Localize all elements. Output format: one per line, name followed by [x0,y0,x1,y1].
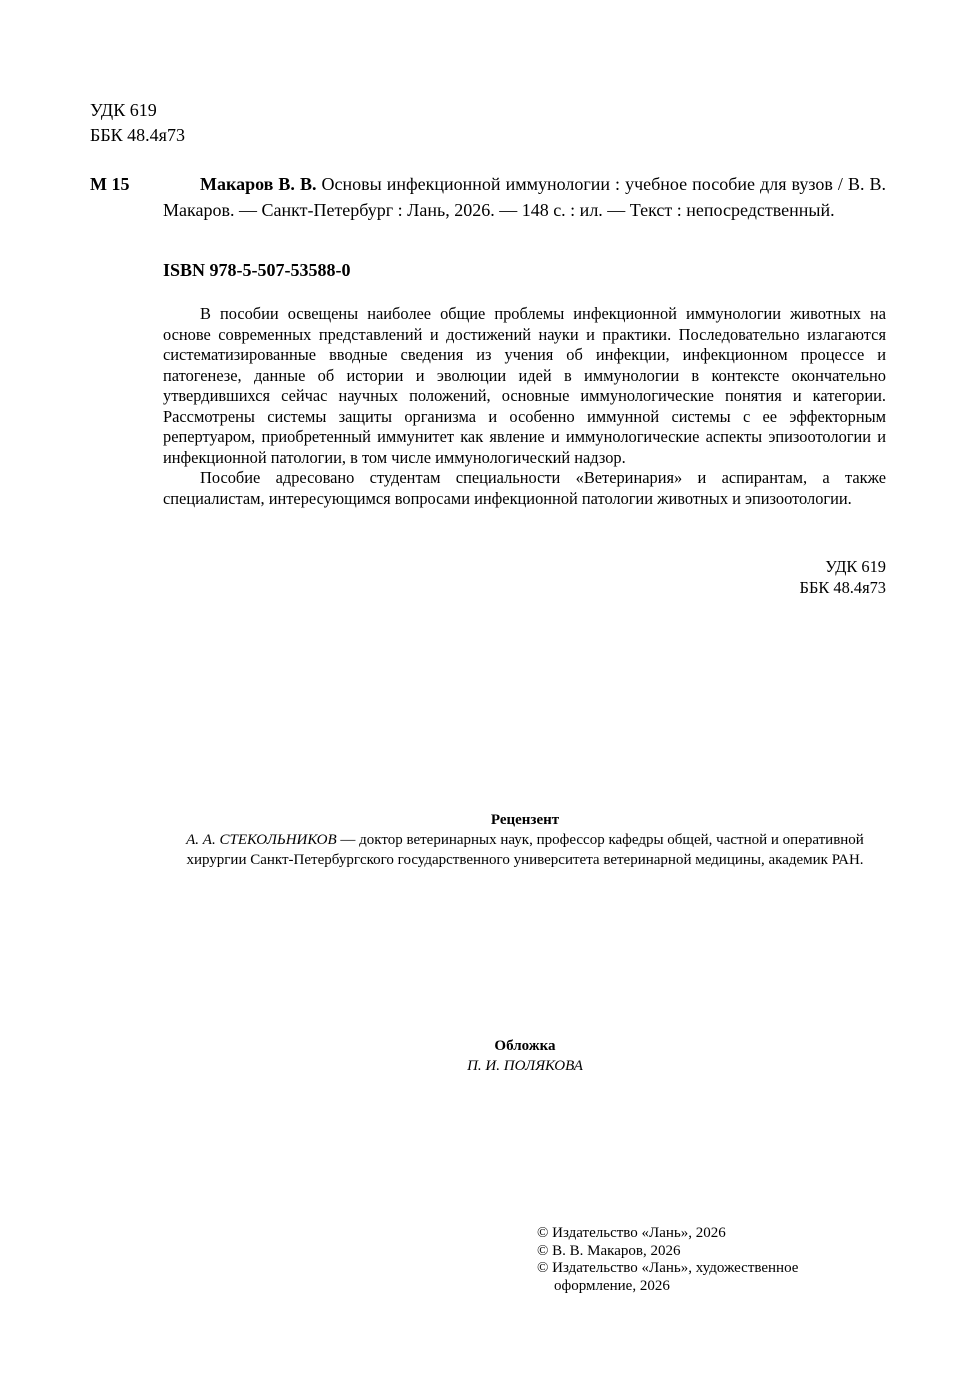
annotation-paragraph-2: Пособие адресовано студентам специальности «Ветеринария» и аспирантам, а также специалистам, интересующимся вопросами инфекционной патологии животных и эпизоотологии. [163,468,886,508]
author-code: М 15 [90,174,130,194]
bibliographic-record [163,171,886,223]
annotation-paragraph-1: В пособии освещены наиболее общие проблемы инфекционной иммунологии животных на основе современных представлений и достижений науки и практики. Последовательно излагаются систематизированные вводные сведения из учения об инфекции, инфекционном процессе и патогенезе, данные об истории и эволюции идей в иммунологии в контексте окончательно утвердившихся сейчас научных положений, основные иммунологические понятия и категории. Рассмотрены системы защиты организма и особенно иммунной системы с ее эффекторным репертуаром, приобретенный иммунитет как явление и иммунологические аспекты эпизоотологии и инфекционной патологии, в том числе иммунологический надзор. [163,304,886,467]
reviewer-block [180,810,870,870]
isbn: ISBN 978-5-507-53588-0 [163,260,351,280]
biblio-text: Основы инфекционной иммунологии : учебное пособие для вузов / В. В. Макаров. — Санкт-Петербург : Лань, 2026. — 148 с. : ил. — Текст : непосредственный. [163,174,886,220]
copyright-block [537,1225,798,1295]
udk-bottom: УДК 619 [825,557,886,576]
reviewer-description: — доктор ветеринарных наук, профессор кафедры общей, частной и оперативной хирургии Санкт-Петербургского государственного университета ветеринарной медицины, академик РАН. [186,832,864,868]
annotation [163,304,886,509]
reviewer-text-block [180,830,870,870]
cover-heading: Обложка [494,1038,556,1054]
bbk-bottom: ББК 48.4я73 [799,577,886,597]
copyright-line-1: © Издательство «Лань», 2026 [537,1225,726,1241]
udk-top: УДК 619 [90,100,157,120]
copyright-line-3: © Издательство «Лань», художественное [537,1260,799,1276]
cover-block [380,1036,670,1076]
copyright-line-2: © В. В. Макаров, 2026 [537,1242,681,1259]
udk-top-block [90,98,185,148]
biblio-author: Макаров В. В. [200,174,317,194]
reviewer-name: А. А. СТЕКОЛЬНИКОВ [186,832,337,848]
udk-bottom-block [800,557,886,598]
cover-designer-name: П. И. ПОЛЯКОВА [467,1058,583,1074]
bbk-top: ББК 48.4я73 [90,125,185,145]
reviewer-heading: Рецензент [490,812,560,828]
copyright-line-3-continued: оформление, 2026 [554,1277,670,1294]
